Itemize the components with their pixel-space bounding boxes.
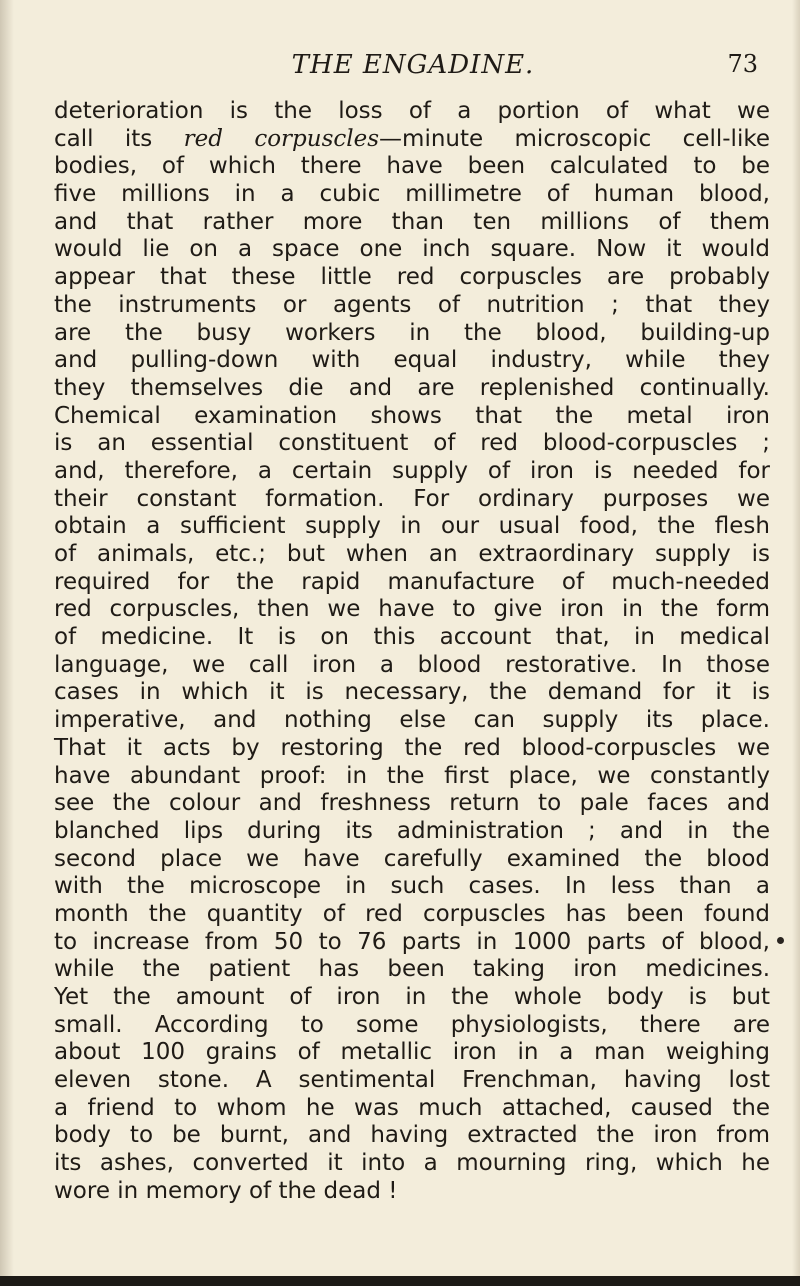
text-line: they themselves die and are replenished continually. xyxy=(54,374,770,401)
text-line: its ashes, converted it into a mourning ring, which he xyxy=(54,1150,770,1177)
text-line: would lie on a space one inch square. Now it would xyxy=(54,236,770,263)
text-line: blanched lips during its administration ; and in the xyxy=(54,817,770,844)
text-line: have abundant proof: in the first place, we constantly xyxy=(54,762,770,789)
text-segment: —minute microscopic cell-like xyxy=(379,125,770,152)
text-line: and pulling-down with equal industry, while they xyxy=(54,347,770,374)
text-line: and that rather more than ten millions of them xyxy=(54,208,770,235)
text-line: Yet the amount of iron in the whole body is but xyxy=(54,984,770,1010)
page-left-edge-shadow xyxy=(0,0,14,1286)
text-line: to increase from 50 to 76 parts in 1000 parts of blood, xyxy=(54,928,770,955)
text-line: That it acts by restoring the red blood-corpuscles we xyxy=(54,734,770,761)
text-line: a friend to whom he was much attached, caused the xyxy=(54,1094,770,1121)
text-line: and, therefore, a certain supply of iron is needed for xyxy=(54,457,770,484)
text-line: is an essential constituent of red blood-corpuscles ; xyxy=(54,430,770,457)
text-line xyxy=(54,126,770,154)
text-line: their constant formation. For ordinary purposes we xyxy=(54,485,770,512)
text-line: the instruments or agents of nutrition ; that they xyxy=(54,291,770,318)
text-line: five millions in a cubic millimetre of human blood, xyxy=(54,181,770,208)
body-paragraph xyxy=(54,98,770,1206)
text-line: month the quantity of red corpuscles has been found xyxy=(54,900,770,927)
bottom-edge-rule xyxy=(0,1276,800,1286)
text-segment: call its xyxy=(54,125,184,152)
page-number: 73 xyxy=(727,50,758,78)
text-line: of animals, etc.; but when an extraordinary supply is xyxy=(54,541,770,567)
italic-term: red corpuscles xyxy=(183,125,380,152)
text-line: are the busy workers in the blood, building-up xyxy=(54,319,770,346)
text-line: body to be burnt, and having extracted the iron from xyxy=(54,1122,770,1149)
text-line: language, we call iron a blood restorative. In those xyxy=(54,651,770,678)
text-line: Chemical examination shows that the metal iron xyxy=(54,402,770,429)
text-line: eleven stone. A sentimental Frenchman, having lost xyxy=(54,1067,770,1094)
text-line: with the microscope in such cases. In less than a xyxy=(54,873,770,900)
text-line: bodies, of which there have been calculated to be xyxy=(54,153,770,180)
text-line: about 100 grains of metallic iron in a man weighing xyxy=(54,1039,770,1066)
text-line: second place we have carefully examined the blood xyxy=(54,845,770,872)
text-line: while the patient has been taking iron medicines. xyxy=(54,956,770,983)
text-line: see the colour and freshness return to pale faces and xyxy=(54,790,770,817)
page-right-edge-shadow xyxy=(792,0,800,1286)
text-line: deterioration is the loss of a portion of what we xyxy=(54,98,770,124)
text-line: cases in which it is necessary, the demand for it is xyxy=(54,679,770,706)
text-line: small. According to some physiologists, there are xyxy=(54,1011,770,1038)
text-line: imperative, and nothing else can supply its place. xyxy=(54,707,770,734)
text-line: obtain a sufficient supply in our usual food, the flesh xyxy=(54,513,770,540)
text-line: appear that these little red corpuscles are probably xyxy=(54,264,770,291)
page-header xyxy=(54,50,772,90)
text-line: required for the rapid manufacture of much-needed xyxy=(54,568,770,595)
text-line-last: wore in memory of the dead ! xyxy=(54,1177,398,1204)
running-title: THE ENGADINE. xyxy=(291,50,535,80)
text-line: red corpuscles, then we have to give iron in the form xyxy=(54,596,770,623)
text-line: of medicine. It is on this account that, in medical xyxy=(54,624,770,651)
ink-speck xyxy=(777,937,784,944)
